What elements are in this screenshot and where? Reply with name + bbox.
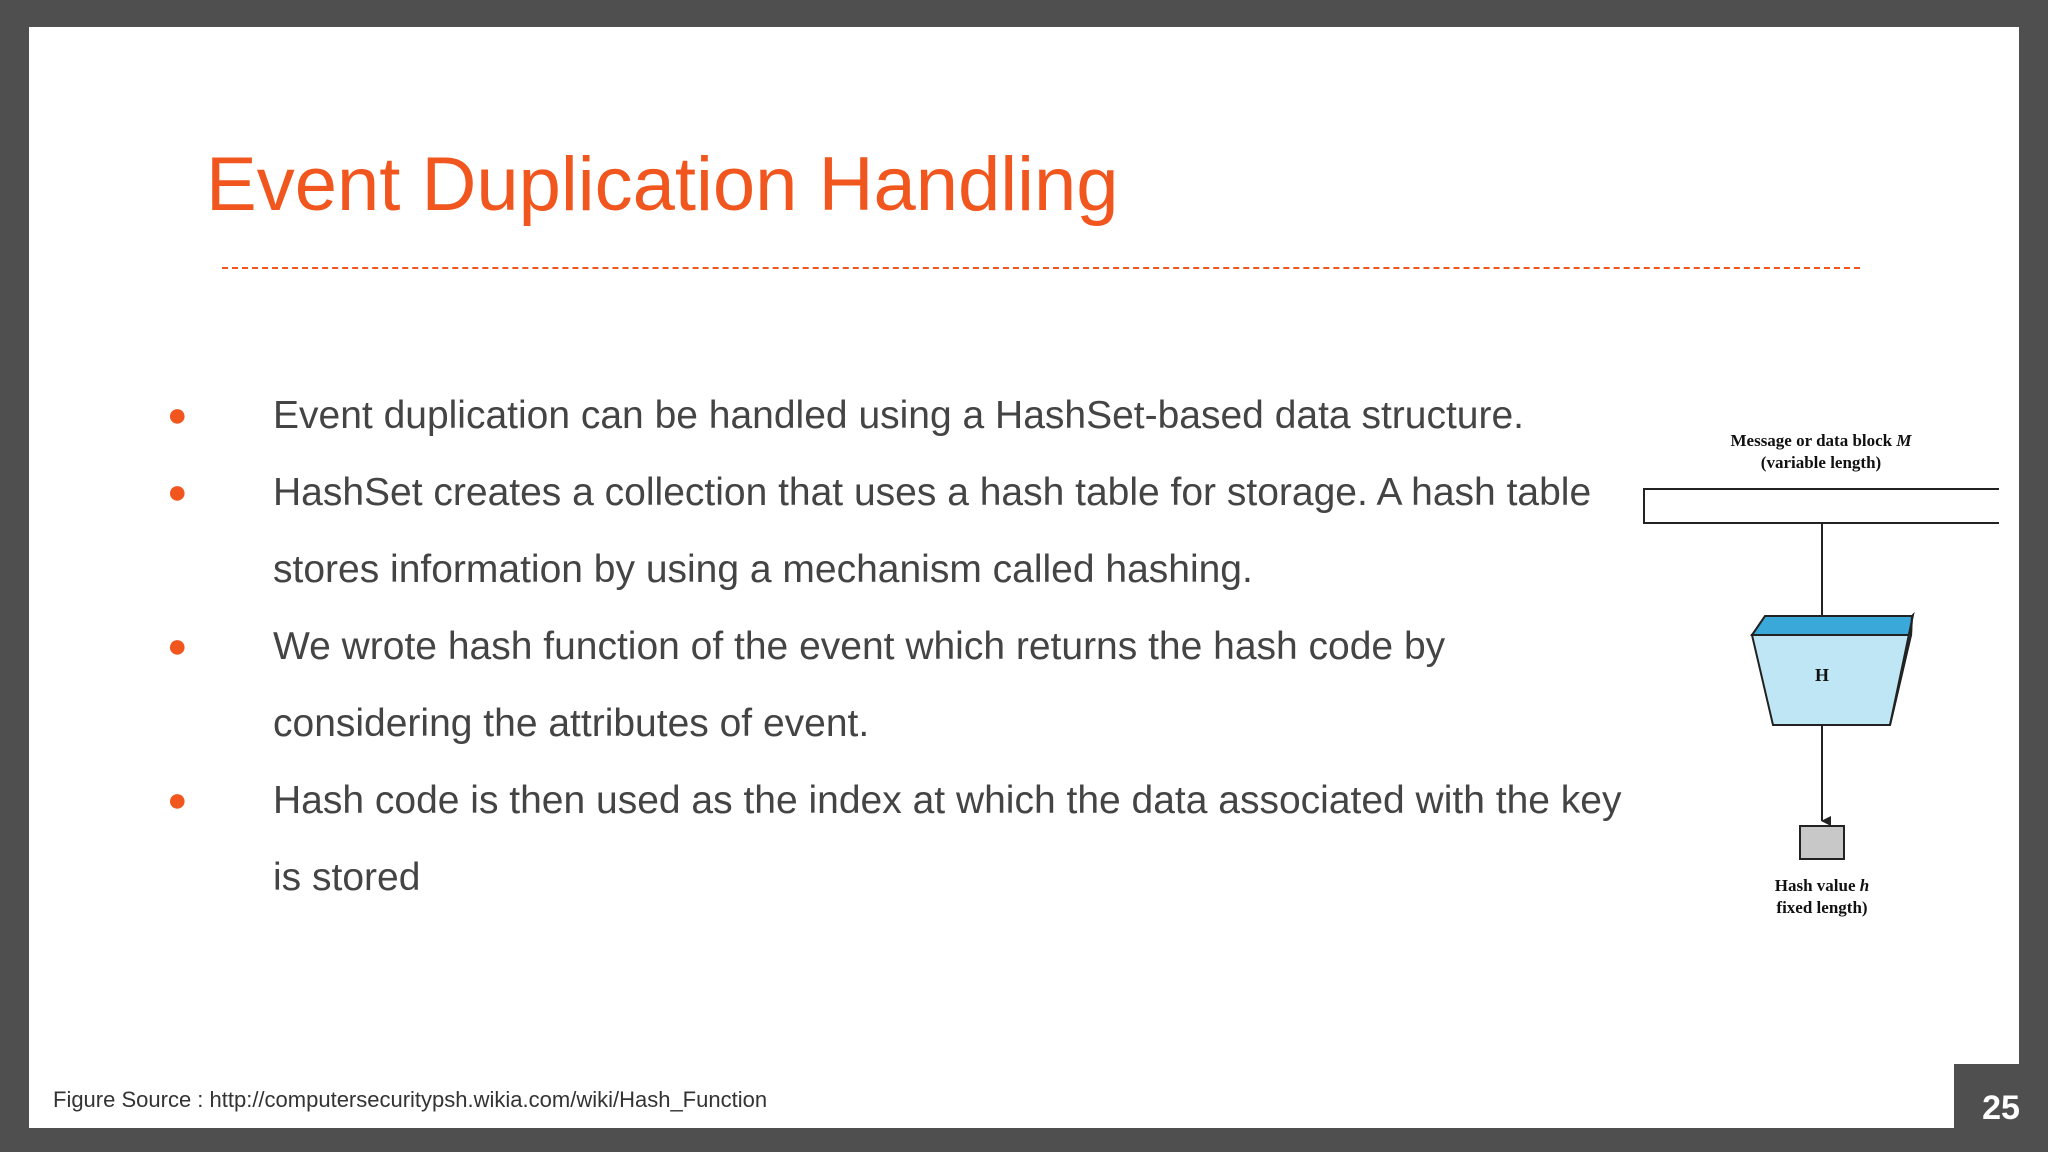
bullet-list bbox=[167, 377, 1637, 916]
figure-source: Figure Source : http://computersecuritypsh.wikia.com/wiki/Hash_Function bbox=[53, 1087, 768, 1112]
bullet-item bbox=[167, 454, 1637, 608]
title-divider bbox=[222, 267, 1860, 269]
hash-value-block bbox=[1800, 826, 1844, 859]
bullet-dot-icon: ● bbox=[167, 781, 188, 819]
bullet-dot-icon: ● bbox=[167, 627, 188, 665]
hash-function-diagram bbox=[1599, 411, 1999, 931]
bullet-text: We wrote hash function of the event which returns the hash code by considering the attributes of event. bbox=[273, 625, 1446, 745]
output-length-label: fixed length) bbox=[1776, 898, 1868, 917]
page-number: 25 bbox=[1954, 1064, 2048, 1152]
bullet-text: Event duplication can be handled using a HashSet-based data structure. bbox=[273, 394, 1524, 437]
bullet-dot-icon: ● bbox=[167, 396, 188, 434]
bullet-text: HashSet creates a collection that uses a hash table for storage. A hash table stores information by using a mechanism called hashing. bbox=[273, 471, 1592, 591]
input-label: Message or data block M bbox=[1730, 431, 1912, 450]
bullet-text: Hash code is then used as the index at which the data associated with the key is stored bbox=[273, 779, 1622, 899]
slide bbox=[29, 27, 2019, 1128]
bullet-item bbox=[167, 377, 1637, 454]
bullet-item bbox=[167, 608, 1637, 762]
bullet-dot-icon: ● bbox=[167, 473, 188, 511]
slide-title: Event Duplication Handling bbox=[206, 142, 1119, 227]
bullet-item bbox=[167, 762, 1637, 916]
hash-function-label: H bbox=[1814, 665, 1830, 685]
hash-box-top bbox=[1752, 616, 1912, 635]
hash-box-front bbox=[1752, 635, 1911, 725]
input-length-label: (variable length) bbox=[1760, 453, 1882, 472]
input-block bbox=[1644, 489, 1999, 523]
output-label: Hash value h bbox=[1774, 876, 1870, 895]
